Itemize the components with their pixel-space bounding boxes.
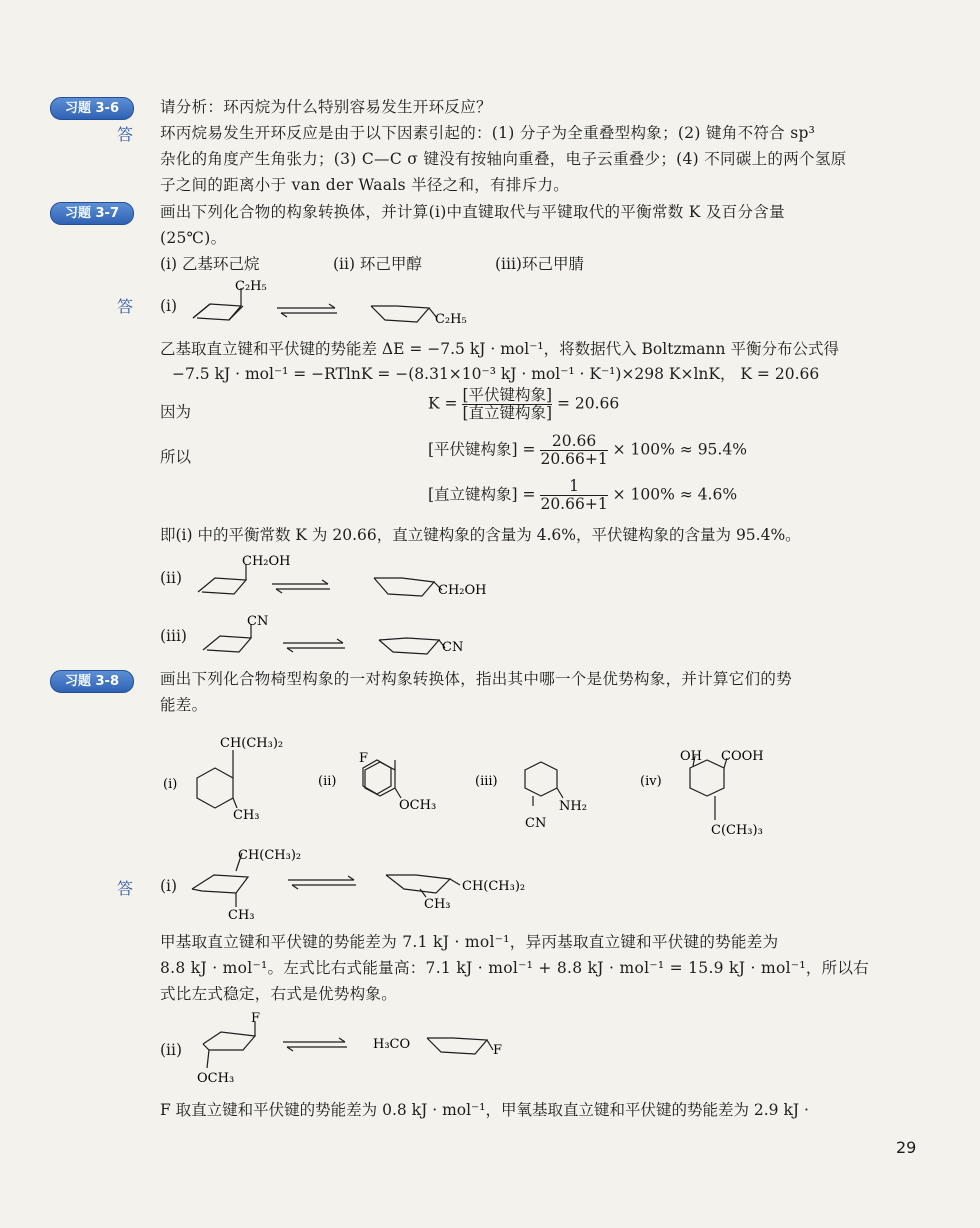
page-number: 29: [896, 1138, 917, 1157]
part-label: (i): [160, 877, 178, 895]
label-cooh: COOH: [721, 749, 764, 764]
label-ii: (ii): [318, 774, 337, 789]
part-label: (i): [160, 297, 178, 315]
question-3-6: 请分析：环丙烷为什么特别容易发生开环反应？: [160, 98, 492, 116]
label-nh2: NH₂: [559, 799, 587, 814]
label-oh: OH: [680, 749, 702, 764]
answer-label: 答: [117, 879, 134, 898]
equatorial-percent: [平伏键构象] = $\frac{20.66}{20.66+1}$ × 100% ≈ 95.4%: [428, 432, 747, 468]
label-cn: CN: [442, 640, 464, 655]
item-ii: (ii) 环己甲醇: [333, 255, 422, 273]
answer-line: 环丙烷易发生开环反应是由于以下因素引起的：(1) 分子为全重叠型构象；(2) 键角不符合 sp³: [160, 124, 816, 142]
item-i: (i) 乙基环己烷: [160, 255, 260, 273]
text-line: 式比左式稳定，右式是优势构象。: [160, 985, 398, 1003]
label-cn: CN: [247, 614, 269, 629]
label-h3co: H₃CO: [373, 1037, 411, 1052]
part-label: (ii): [160, 1041, 183, 1059]
text-line: 8.8 kJ · mol⁻¹。左式比右式能量高：7.1 kJ · mol⁻¹ + 8.8 kJ · mol⁻¹ = 15.9 kJ · mol⁻¹，所以右: [160, 959, 870, 977]
label-f: F: [359, 751, 369, 766]
label-isopropyl: CH(CH₃)₂: [220, 736, 284, 751]
answer-line: 子之间的距离小于 van der Waals 半径之和，有排斥力。: [160, 176, 570, 194]
part-label: (ii): [160, 569, 183, 587]
label-i: (i): [163, 777, 178, 792]
label-ch3: CH₃: [228, 908, 255, 923]
label-och3: OCH₃: [197, 1071, 235, 1086]
label-iii: (iii): [475, 774, 498, 789]
answer-label: 答: [117, 125, 134, 144]
label-c2h5: C₂H₅: [435, 312, 467, 327]
problem-tag-3-6: 习题 3-6: [50, 97, 134, 120]
because-label: 因为: [160, 403, 192, 421]
label-ch3: CH₃: [233, 808, 260, 823]
question-line: (25℃)。: [160, 229, 227, 247]
question-3-7: [160, 199, 920, 251]
label-och3: OCH₃: [399, 798, 437, 813]
answer-3-6: [160, 120, 920, 198]
axial-percent: [直立键构象] = $\frac{1}{20.66+1}$ × 100% ≈ 4.6%: [428, 477, 738, 513]
text-line: 甲基取直立键和平伏键的势能差为 7.1 kJ · mol⁻¹，异丙基取直立键和平伏键的势能差为: [160, 933, 779, 951]
therefore-label: 所以: [160, 448, 192, 466]
label-isopropyl: CH(CH₃)₂: [238, 848, 302, 863]
label-f: F: [493, 1043, 503, 1058]
problem-tag-3-7: 习题 3-7: [50, 202, 134, 225]
cyclohexylmethanol-equilibrium: [190, 552, 500, 604]
question-line: 画出下列化合物的构象转换体，并计算(i)中直键取代与平键取代的平衡常数 K 及百分含量: [160, 203, 785, 221]
answer-label: 答: [117, 297, 134, 316]
label-f: F: [251, 1011, 261, 1026]
label-iv: (iv): [640, 774, 662, 789]
fluoromethoxy-equilibrium: [195, 1010, 525, 1090]
k-equation: K = $\frac{\text{[平伏键构象]}}{\text{[直立键构象]}}$ = 20.66: [428, 386, 620, 422]
question-line: 画出下列化合物椅型构象的一对构象转换体，指出其中哪一个是优势构象，并计算它们的势: [160, 670, 793, 688]
menthane-equilibrium: [188, 845, 548, 925]
text-3-8-i: [160, 929, 920, 1007]
compound-structures-row: [155, 730, 795, 840]
label-tbutyl: C(CH₃)₃: [711, 823, 763, 838]
label-isopropyl: CH(CH₃)₂: [462, 879, 526, 894]
explain-line-1: 乙基取直立键和平伏键的势能差 ΔE = −7.5 kJ · mol⁻¹，将数据代入 Boltzmann 平衡分布公式得: [160, 340, 839, 358]
label-ch2oh: CH₂OH: [242, 554, 291, 569]
item-iii: (iii)环己甲腈: [495, 255, 584, 273]
text-3-8-ii: F 取直立键和平伏键的势能差为 0.8 kJ · mol⁻¹，甲氧基取直立键和平伏键的势能差为 2.9 kJ ·: [160, 1101, 809, 1119]
label-ch2oh: CH₂OH: [438, 583, 487, 598]
cyclohexanecarbonitrile-equilibrium: [195, 610, 485, 660]
part-label: (iii): [160, 627, 187, 645]
question-line: 能差。: [160, 696, 208, 714]
answer-line: 杂化的角度产生角张力；(3) C—C σ 键没有按轴向重叠，电子云重叠少；(4) 不同碳上的两个氢原: [160, 150, 847, 168]
label-c2h5: C₂H₅: [235, 279, 267, 294]
explain-line-2: −7.5 kJ · mol⁻¹ = −RTlnK = −(8.31×10⁻³ kJ · mol⁻¹ · K⁻¹)×298 K×lnK， K = 20.66: [172, 365, 820, 383]
problem-tag-3-8: 习题 3-8: [50, 670, 134, 693]
ethylcyclohexane-equilibrium: [185, 278, 485, 333]
conclusion: 即(i) 中的平衡常数 K 为 20.66，直立键构象的含量为 4.6%，平伏键构象的含量为 95.4%。: [160, 526, 801, 544]
label-cn: CN: [525, 816, 547, 831]
question-3-8: [160, 666, 920, 718]
label-ch3: CH₃: [424, 897, 451, 912]
